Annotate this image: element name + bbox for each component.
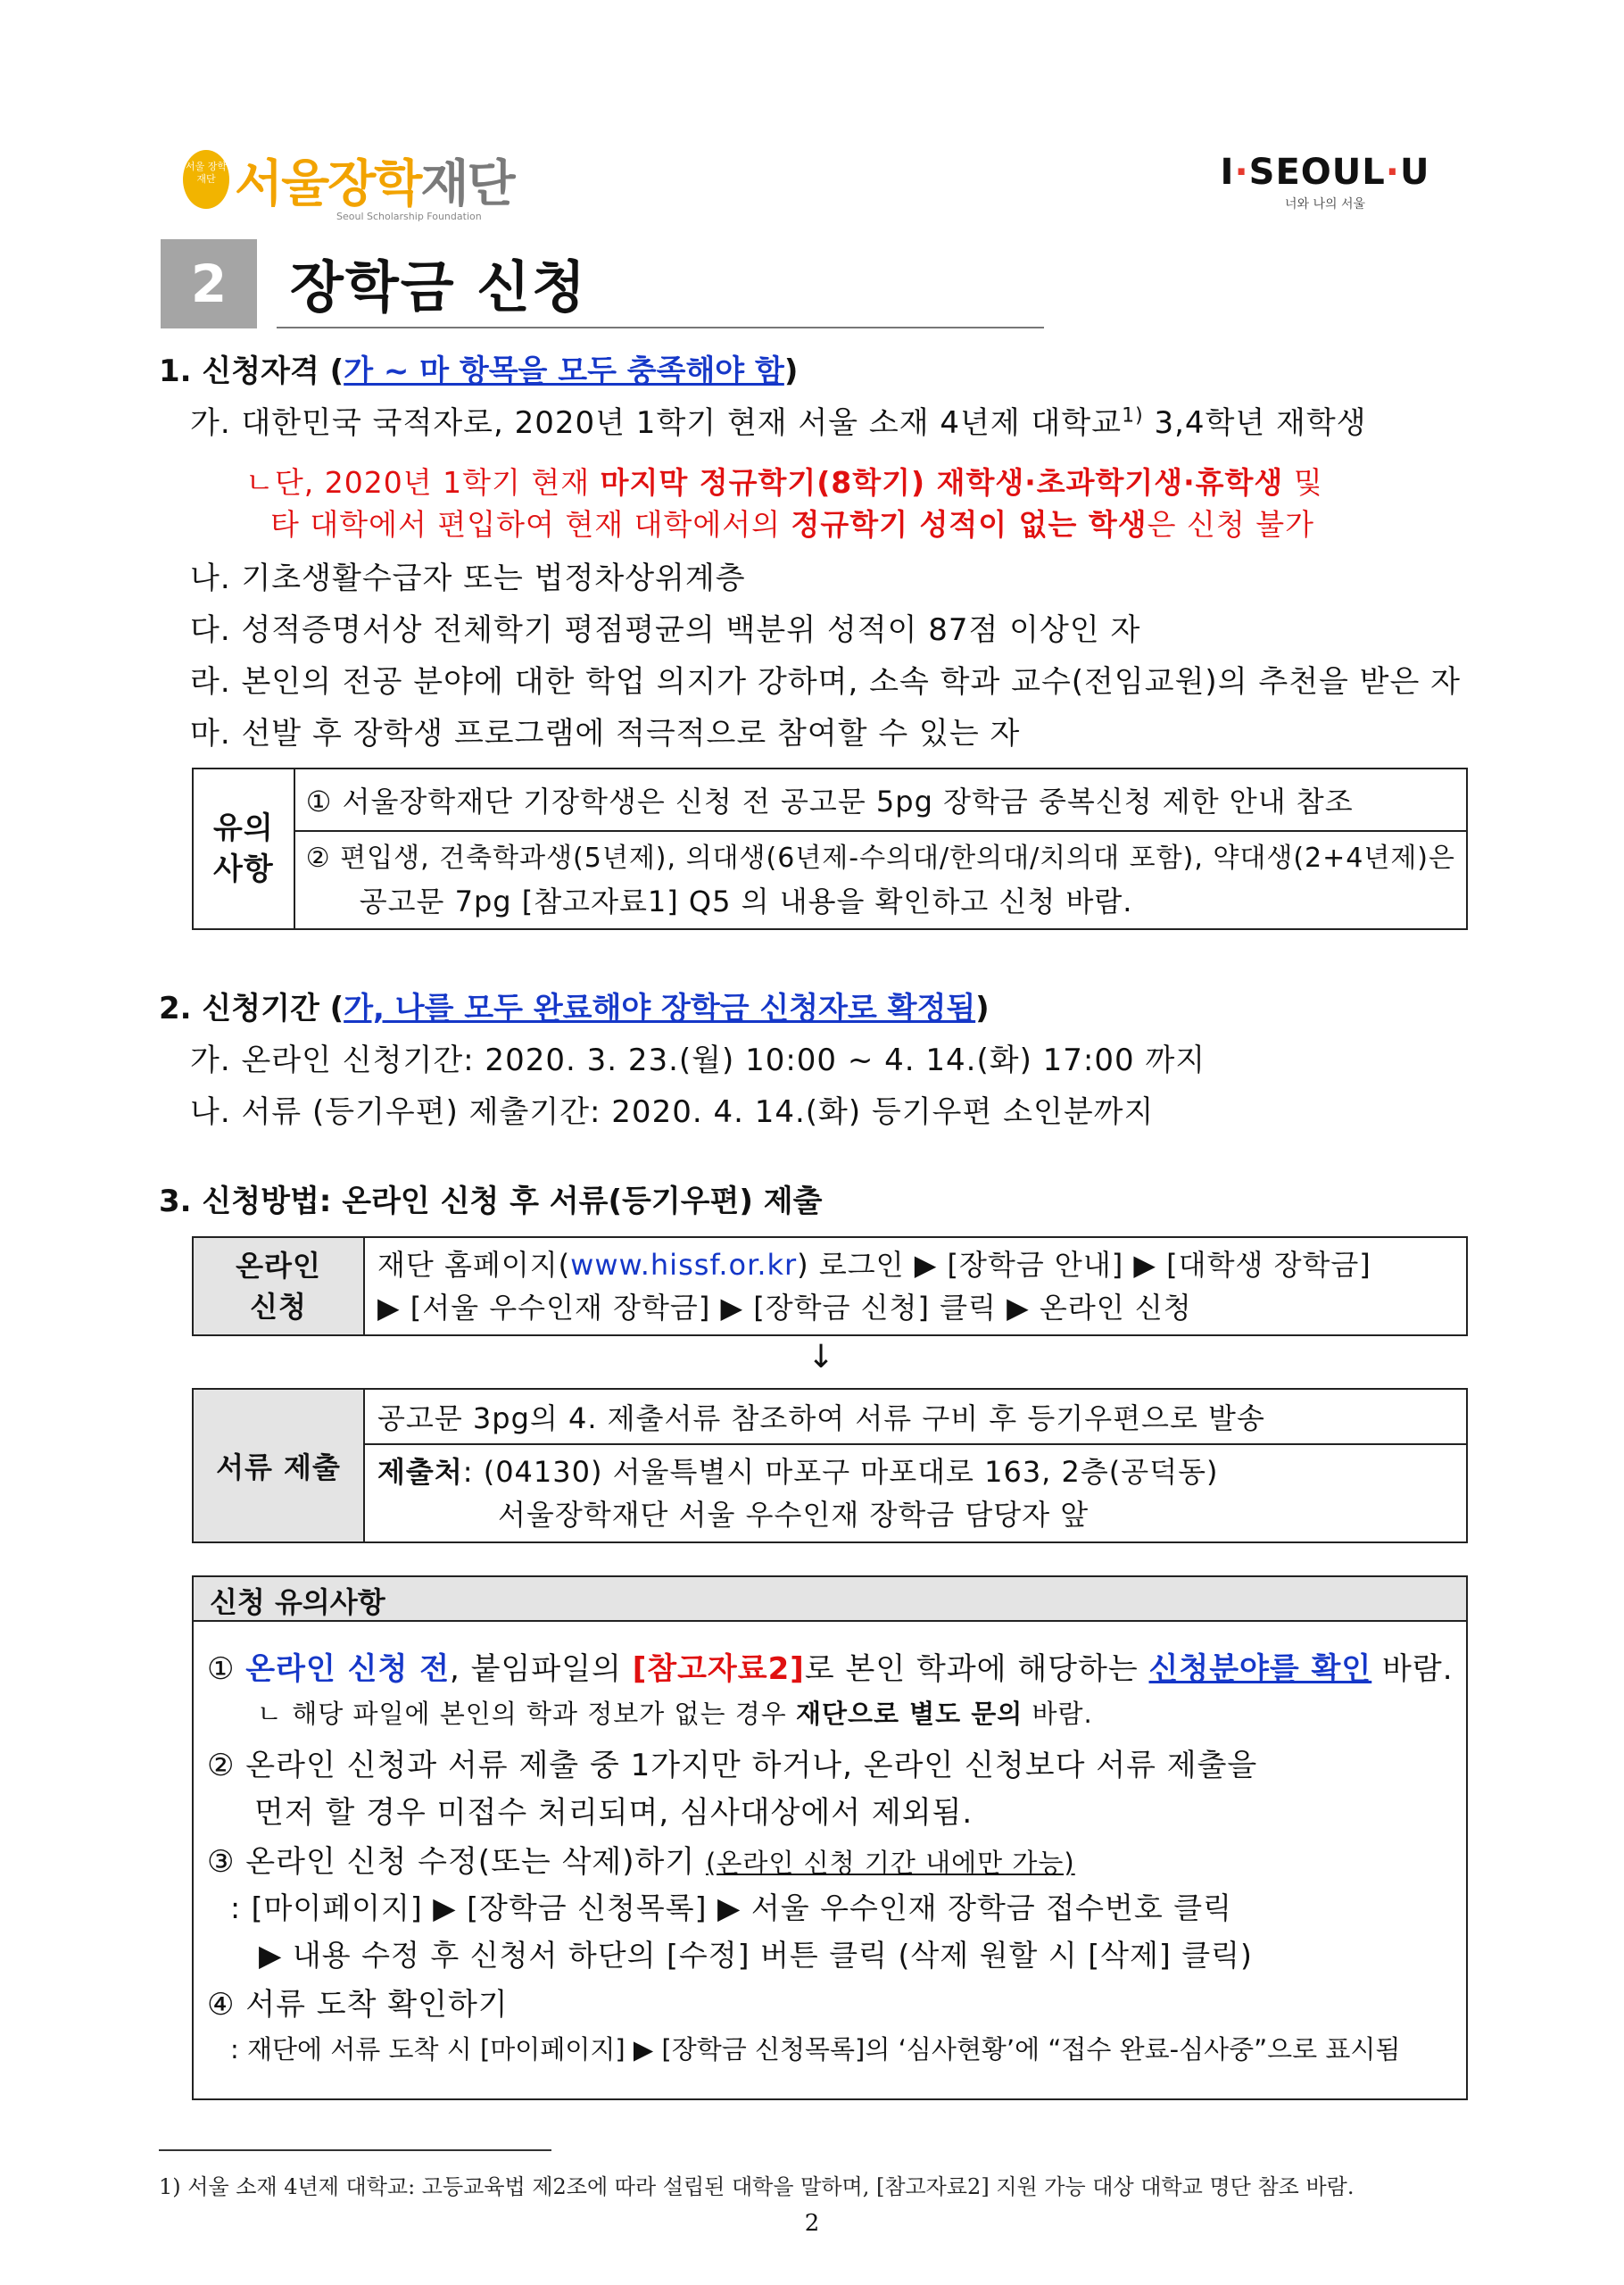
documents-instruction: 공고문 3pg의 4. 제출서류 참조하여 서류 구비 후 등기우편으로 발송	[364, 1389, 1467, 1444]
documents-label: 서류 제출	[193, 1389, 364, 1542]
foundation-logo-subtitle: Seoul Scholarship Foundation	[336, 211, 482, 222]
eligibility-item-da: 다. 성적증명서상 전체학기 평점평균의 백분위 성적이 87점 이상인 자	[190, 612, 1141, 648]
foundation-logo-emblem: 서울 장학 재단	[183, 150, 229, 209]
note-3: ③ 온라인 신청 수정(또는 삭제)하기 (온라인 신청 기간 내에만 가능)	[207, 1844, 1075, 1880]
documents-address: 제출처: (04130) 서울특별시 마포구 마포대로 163, 2층(공덕동) 서울장학재단 서울 우수인재 장학금 담당자 앞	[364, 1444, 1467, 1542]
section-number: 2	[161, 239, 257, 328]
footnote-divider	[159, 2149, 551, 2151]
eligibility-item-ra: 라. 본인의 전공 분야에 대한 학업 의지가 강하며, 소속 학과 교수(전임교원)의 추천을 받은 자	[190, 664, 1462, 700]
page-number: 2	[804, 2210, 820, 2237]
caution-row-1: ① 서울장학재단 기장학생은 신청 전 공고문 5pg 장학금 중복신청 제한 안내 참조	[294, 769, 1467, 831]
flow-arrow: ↓	[808, 1339, 835, 1375]
note-2-line2: 먼저 할 경우 미접수 처리되며, 심사대상에서 제외됨.	[254, 1795, 974, 1831]
note-3-line3: ▶ 내용 수정 후 신청서 하단의 [수정] 버튼 클릭 (삭제 원할 시 [삭제] 클릭)	[259, 1938, 1253, 1973]
period-heading: 2. 신청기간 (가, 나를 모두 완료해야 장학금 신청자로 확정됨)	[159, 991, 990, 1026]
eligibility-caution-table	[192, 768, 1468, 930]
note-4: ④ 서류 도착 확인하기	[207, 1987, 509, 2023]
eligibility-item-ga: 가. 대한민국 국적자로, 2020년 1학기 현재 서울 소재 4년제 대학교$^{1)}$ 3,4학년 재학생	[190, 404, 1367, 441]
footnote: 1) 서울 소재 4년제 대학교: 고등교육법 제2조에 따라 설립된 대학을 말하며, [참고자료2] 지원 가능 대상 대학교 명단 참조 바람.	[159, 2174, 1355, 2199]
eligibility-heading: 1. 신청자격 (가 ~ 마 항목을 모두 충족해야 함)	[159, 353, 799, 389]
period-documents: 나. 서류 (등기우편) 제출기간: 2020. 4. 14.(화) 등기우편 소인분까지	[190, 1094, 1155, 1130]
eligibility-exception-line2: 타 대학에서 편입하여 현재 대학에서의 정규학기 성적이 없는 학생은 신청 불가	[270, 507, 1314, 542]
homepage-link[interactable]: www.hissf.or.kr	[570, 1248, 798, 1282]
note-1-sub: ㄴ 해당 파일에 본인의 학과 정보가 없는 경우 재단으로 별도 문의 바람.	[257, 1699, 1093, 1729]
application-notes-title: 신청 유의사항	[210, 1585, 385, 1619]
method-heading: 3. 신청방법: 온라인 신청 후 서류(등기우편) 제출	[159, 1184, 823, 1219]
eligibility-exception-line1: ㄴ단, 2020년 1학기 현재 마지막 정규학기(8학기) 재학생·초과학기생·휴학생 및	[245, 465, 1323, 500]
note-2-line1: ② 온라인 신청과 서류 제출 중 1가지만 하거나, 온라인 신청보다 서류 제출을	[207, 1748, 1258, 1783]
online-application-table	[192, 1236, 1468, 1336]
caution-row-2: ② 편입생, 건축학과생(5년제), 의대생(6년제-수의대/한의대/치의대 포함), 약대생(2+4년제)은 공고문 7pg [참고자료1] Q5 의 내용을 확인하고 신청 바람.	[294, 831, 1467, 929]
caution-label: 유의 사항	[193, 769, 294, 929]
section-title: 장학금 신청	[290, 254, 588, 320]
eligibility-item-ma: 마. 선발 후 장학생 프로그램에 적극적으로 참여할 수 있는 자	[190, 716, 1021, 752]
note-4-line2: : 재단에 서류 도착 시 [마이페이지] ▶ [장학금 신청목록]의 ‘심사현황’에 “접수 완료-심사중”으로 표시됨	[230, 2034, 1401, 2065]
document-submission-table	[192, 1388, 1468, 1543]
online-steps: 재단 홈페이지(www.hissf.or.kr) 로그인 ▶ [장학금 안내] ▶ [대학생 장학금] ▶ [서울 우수인재 장학금] ▶ [장학금 신청] 클릭 ▶ 온라인 신청	[364, 1237, 1467, 1335]
iseoulu-logo: I·SEOUL·U 너와 나의 서울	[1220, 152, 1430, 212]
online-label: 온라인 신청	[193, 1237, 364, 1335]
period-online: 가. 온라인 신청기간: 2020. 3. 23.(월) 10:00 ~ 4. 14.(화) 17:00 까지	[190, 1043, 1206, 1078]
eligibility-item-na: 나. 기초생활수급자 또는 법정차상위계층	[190, 561, 746, 596]
foundation-logo-text: 서울장학재단	[235, 155, 514, 213]
section-divider	[277, 327, 1044, 328]
note-3-line2: : [마이페이지] ▶ [장학금 신청목록] ▶ 서울 우수인재 장학금 접수번호 클릭	[230, 1890, 1232, 1925]
note-1: ① 온라인 신청 전, 붙임파일의 [참고자료2]로 본인 학과에 해당하는 신청분야를 확인 바람.	[207, 1651, 1454, 1687]
